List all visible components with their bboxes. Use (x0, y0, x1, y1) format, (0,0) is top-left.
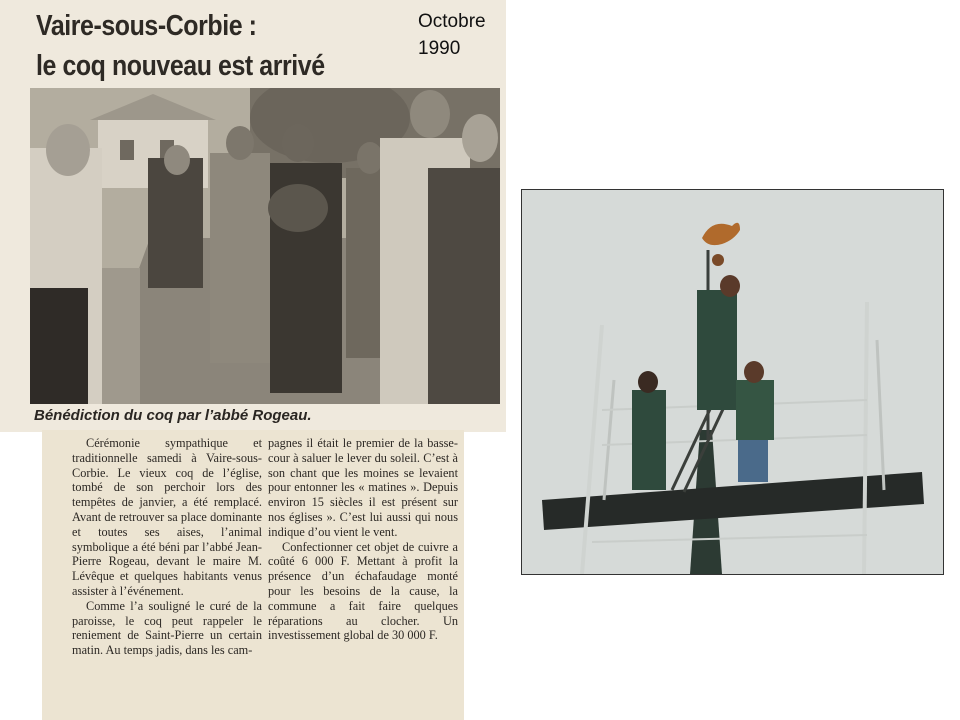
date-note-month: Octobre (418, 11, 486, 32)
headline-line-2: le coq nouveau est arrivé (36, 50, 325, 82)
article-paragraph: Cérémonie sympathique et traditionnelle samedi à Vaire-sous-Corbie. Le vieux coq de l’église, tombé de son perchoir lors des tempêtes de janvier, a été remplacé. Avant de retrouver sa place dominante et toutes ses aises, l’animal symbolique a été béni par l’abbé Jean-Pierre Rogeau, devant le maire M. Lévêque et quelques habitants venus assister à l’événement. (72, 436, 262, 598)
scaffolding-photo (521, 189, 944, 575)
headline-line-1: Vaire-sous-Corbie : (36, 10, 257, 42)
article-paragraph: pagnes il était le premier de la basse-cour à saluer le lever du soleil. C’est à son chant que les moines se levaient pour entonner les « matines ». Depuis environ 15 siècles il est présent sur nos églises ». C’est lui aussi qui nous indique d’ou vient le vent. (268, 436, 458, 539)
headline (36, 6, 325, 86)
photo-caption: Bénédiction du coq par l’abbé Rogeau. (34, 407, 312, 424)
date-note (418, 8, 508, 62)
newspaper-clipping-body (42, 430, 464, 720)
date-note-year: 1990 (418, 38, 461, 59)
article-column-2 (268, 436, 458, 643)
ceremony-photo (30, 88, 500, 404)
ceremony-photo-drawing (30, 88, 500, 404)
newspaper-clipping-top (0, 0, 506, 432)
article-paragraph: Comme l’a souligné le curé de la paroisse, le coq peut rappeler le reniement de Saint-Pierre un certain matin. Au temps jadis, dans les cam- (72, 598, 262, 658)
scaffolding-photo-drawing (522, 190, 943, 574)
article-paragraph: Confectionner cet objet de cuivre a coûté 6 000 F. Mettant à profit la présence d’un échafaudage monté pour les besoins de la cause, la commune a fait faire quelques réparations au clocher. Un investissement global de 30 000 F. (268, 539, 458, 643)
article-column-1 (72, 436, 262, 658)
